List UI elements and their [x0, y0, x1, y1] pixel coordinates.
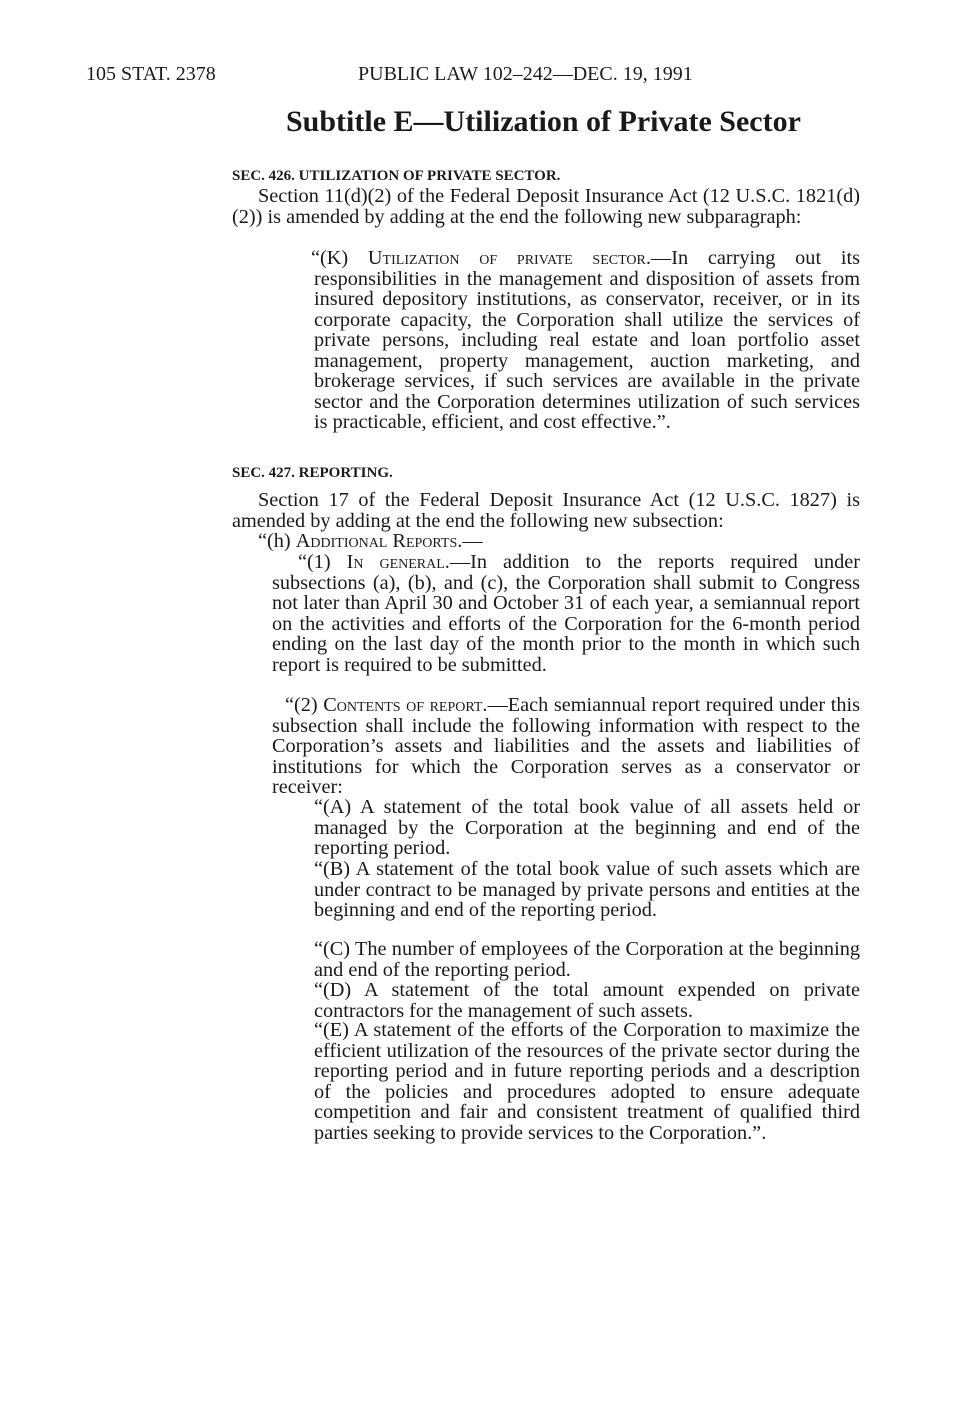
section-426-heading: SEC. 426. UTILIZATION OF PRIVATE SECTOR.	[232, 168, 561, 184]
item-d: “(D) A statement of the total amount expended on private contractors for the management of such assets.	[314, 979, 860, 1022]
item-c: “(C) The number of employees of the Corporation at the beginning and end of the reporting period.	[314, 938, 860, 981]
subparagraph-k	[311, 247, 860, 433]
paragraph-1-lead: “(1)	[298, 551, 347, 573]
subtitle-heading: Subtitle E—Utilization of Private Sector	[286, 105, 801, 138]
subsection-h-title: Additional Reports	[295, 530, 458, 552]
statute-page-reference: 105 STAT. 2378	[86, 63, 216, 85]
subsection-h-tail: .—	[457, 530, 483, 552]
subparagraph-k-body: .—In carrying out its responsibilities in the management and disposition of assets from insured depository institutions, as conservator, receiver, or in its corporate capacity, the Corporation shall utilize the services of private persons, including real estate and loan portfolio asset management, property management, auction marketing, and brokerage services, if such services are available in the private sector and the Corporation determines utilization of such services is practicable, efficient, and cost effective.”.	[314, 247, 860, 433]
public-law-reference: PUBLIC LAW 102–242—DEC. 19, 1991	[358, 63, 693, 85]
paragraph-1-title: In general	[346, 551, 445, 573]
section-427-heading: SEC. 427. REPORTING.	[232, 465, 393, 481]
subparagraph-k-title: Utilization of private sector	[367, 247, 646, 269]
item-a: “(A) A statement of the total book value of all assets held or managed by the Corporation at the beginning and end of the reporting period.	[314, 796, 860, 859]
paragraph-2-body: .—Each semiannual report required under this subsection shall include the following information with respect to the Corporation’s assets and liabilities and the assets and liabilities of institutions for which the Corporation serves as a conservator or receiver:	[272, 694, 860, 798]
paragraph-2	[272, 695, 860, 798]
paragraph-1	[272, 552, 860, 675]
subsection-h-heading	[258, 531, 860, 552]
section-426-intro: Section 11(d)(2) of the Federal Deposit Insurance Act (12 U.S.C. 1821(d)(2)) is amended by adding at the end the following new subparagraph:	[232, 185, 860, 228]
paragraph-2-lead: “(2)	[285, 694, 324, 716]
paragraph-2-title: Contents of report	[323, 694, 483, 716]
paragraph-1-body: .—In addition to the reports required under subsections (a), (b), and (c), the Corporation shall submit to Congress not later than April 30 and October 31 of each year, a semiannual report on the activities and efforts of the Corporation for the 6-month period ending on the last day of the month prior to the month in which such report is required to be submitted.	[272, 551, 860, 676]
subsection-h-lead: “(h)	[258, 530, 296, 552]
subparagraph-k-lead: “(K)	[311, 247, 368, 269]
item-b: “(B) A statement of the total book value of such assets which are under contract to be managed by private persons and entities at the beginning and end of the reporting period.	[314, 858, 860, 921]
section-427-intro: Section 17 of the Federal Deposit Insurance Act (12 U.S.C. 1827) is amended by adding at the end the following new subsection:	[232, 489, 860, 532]
item-e: “(E) A statement of the efforts of the Corporation to maximize the efficient utilization of the resources of the private sector during the reporting period and in future reporting periods and a description of the policies and procedures adopted to ensure adequate competition and fair and consistent treatment of qualified third parties seeking to provide services to the Corporation.”.	[314, 1019, 860, 1144]
